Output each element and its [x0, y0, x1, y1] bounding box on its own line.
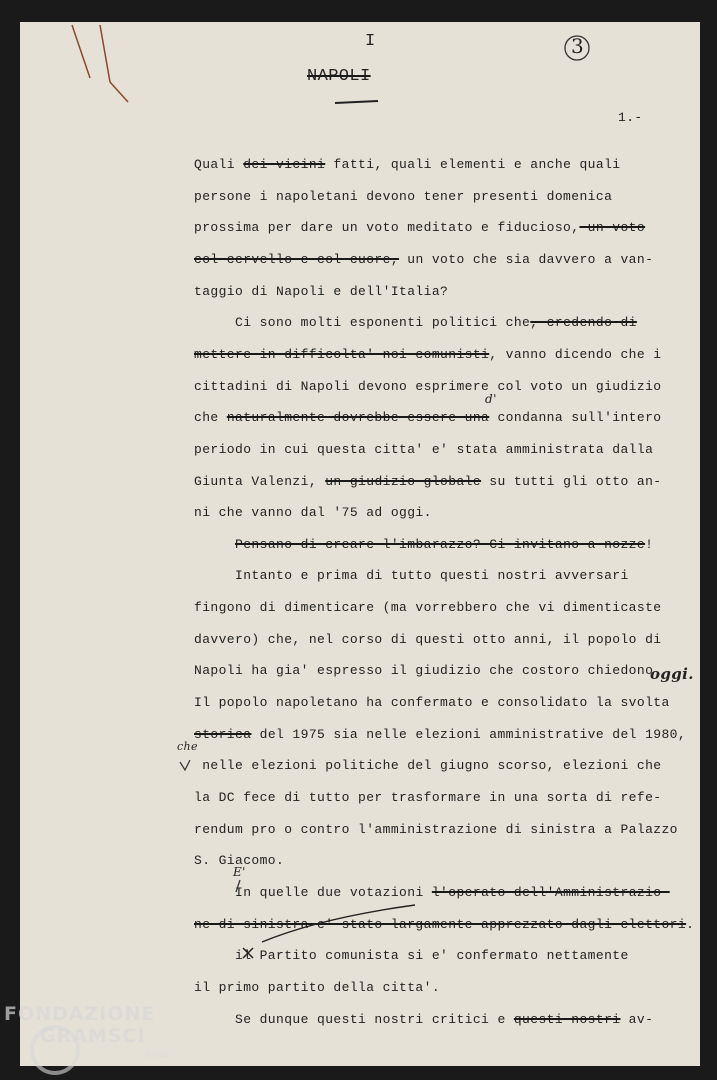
handwritten-d-insertion: d' — [485, 392, 497, 406]
title-underline — [335, 101, 378, 103]
struck-text: , credendo di — [530, 315, 637, 330]
struck-text: questi nostri — [513, 1012, 621, 1027]
struck-text: naturalmente dovrebbe essere una — [226, 410, 490, 425]
struck-text: Pensano di creare l'imbarazzo? Ci invitano a nozze — [235, 537, 646, 552]
text-segment: ni che vanno dal '75 ad oggi. — [194, 505, 432, 520]
text-segment: un voto che sia davvero a van- — [399, 252, 654, 267]
text-segment: Giunta Valenzi, — [194, 474, 326, 489]
watermark-line1: FONDAZIONE — [4, 1003, 156, 1025]
text-segment: fatti, quali elementi e anche quali — [325, 157, 621, 172]
watermark-line2: GRAMSCI — [40, 1025, 146, 1047]
text-segment: su tutti gli otto an- — [481, 474, 662, 489]
text-segment: del 1975 sia nelle elezioni amministrative del 1980, — [251, 727, 687, 742]
struck-text: l'operato dell'Amministrazio- — [431, 885, 670, 900]
struck-text: mettere in difficolta' noi comunisti — [194, 347, 490, 362]
text-segment: , vanno dicendo che i — [489, 347, 662, 362]
text-segment: il Partito comunista si e' confermato nettamente — [194, 948, 629, 963]
text-segment: In quelle due votazioni — [235, 885, 432, 900]
text-segment: Il popolo napoletano ha confermato e consolidato la svolta — [194, 695, 670, 710]
text-segment: condanna sull'intero — [489, 410, 662, 425]
page-circle-number: 3 — [571, 34, 585, 58]
struck-text: storica — [194, 727, 252, 742]
struck-text: dei vicini — [243, 157, 326, 172]
text-segment: Quali — [194, 157, 244, 172]
margin-pencil-mark — [72, 25, 128, 102]
text-segment: che — [194, 410, 227, 425]
text-segment: la DC fece di tutto per trasformare in una sorta di refe- — [194, 790, 662, 805]
text-segment: persone i napoletani devono tener presenti domenica — [194, 189, 613, 204]
insertion-caret-mark-2 — [180, 760, 190, 770]
text-segment: Napoli ha gia' espresso il giudizio che costoro chiedono — [194, 663, 662, 678]
chapter-title: NAPOLI — [307, 67, 371, 86]
text-segment: ! — [645, 537, 654, 552]
text-segment: cittadini di Napoli devono esprimere col voto un giudizio — [194, 379, 662, 394]
text-segment: . — [686, 917, 695, 932]
text-segment: S. Giacomo. — [194, 853, 285, 868]
watermark-line3: onlus — [146, 1050, 170, 1059]
text-segment: av- — [620, 1012, 654, 1027]
text-segment: Intanto e prima di tutto questi nostri avversari — [194, 568, 629, 583]
text-segment: rendum pro o contro l'amministrazione di sinistra a Palazzo — [194, 822, 678, 837]
text-segment: nelle elezioni politiche del giugno scorso, elezioni che — [194, 758, 662, 773]
struck-text: un giudizio globale — [325, 474, 482, 489]
text-segment: taggio di Napoli e dell'Italia? — [194, 284, 449, 299]
text-segment: prossima per dare un voto meditato e fiducioso, — [194, 220, 580, 235]
text-segment: fingono di dimenticare (ma vorrebbero che vi dimenticaste — [194, 600, 662, 615]
text-segment: periodo in cui questa citta' e' stata amministrata dalla — [194, 442, 654, 457]
struck-text: ne di sinistra e' stato largamente apprezzato dagli elettori — [194, 917, 687, 932]
deleted-mark — [243, 948, 253, 958]
reroute-line — [262, 905, 415, 942]
struck-text: col cervello e col cuore, — [194, 252, 400, 267]
handwritten-e-insertion: E' — [233, 865, 246, 879]
chapter-number: I — [365, 32, 376, 51]
page-number: 1.- — [618, 110, 643, 125]
watermark — [4, 1003, 170, 1059]
text-segment: davvero) che, nel corso di questi otto anni, il popolo di — [194, 632, 662, 647]
handwritten-oggi: oggi. — [650, 665, 694, 683]
text-segment: il primo partito della citta'. — [194, 980, 441, 995]
text-segment: Ci sono molti esponenti politici che — [194, 315, 531, 330]
insertion-caret-mark — [236, 880, 240, 892]
handwritten-che-margin: che — [177, 740, 198, 753]
text-segment: Se dunque questi nostri critici e — [194, 1012, 514, 1027]
struck-text: un voto — [579, 220, 646, 235]
page-number-circle — [565, 36, 589, 60]
